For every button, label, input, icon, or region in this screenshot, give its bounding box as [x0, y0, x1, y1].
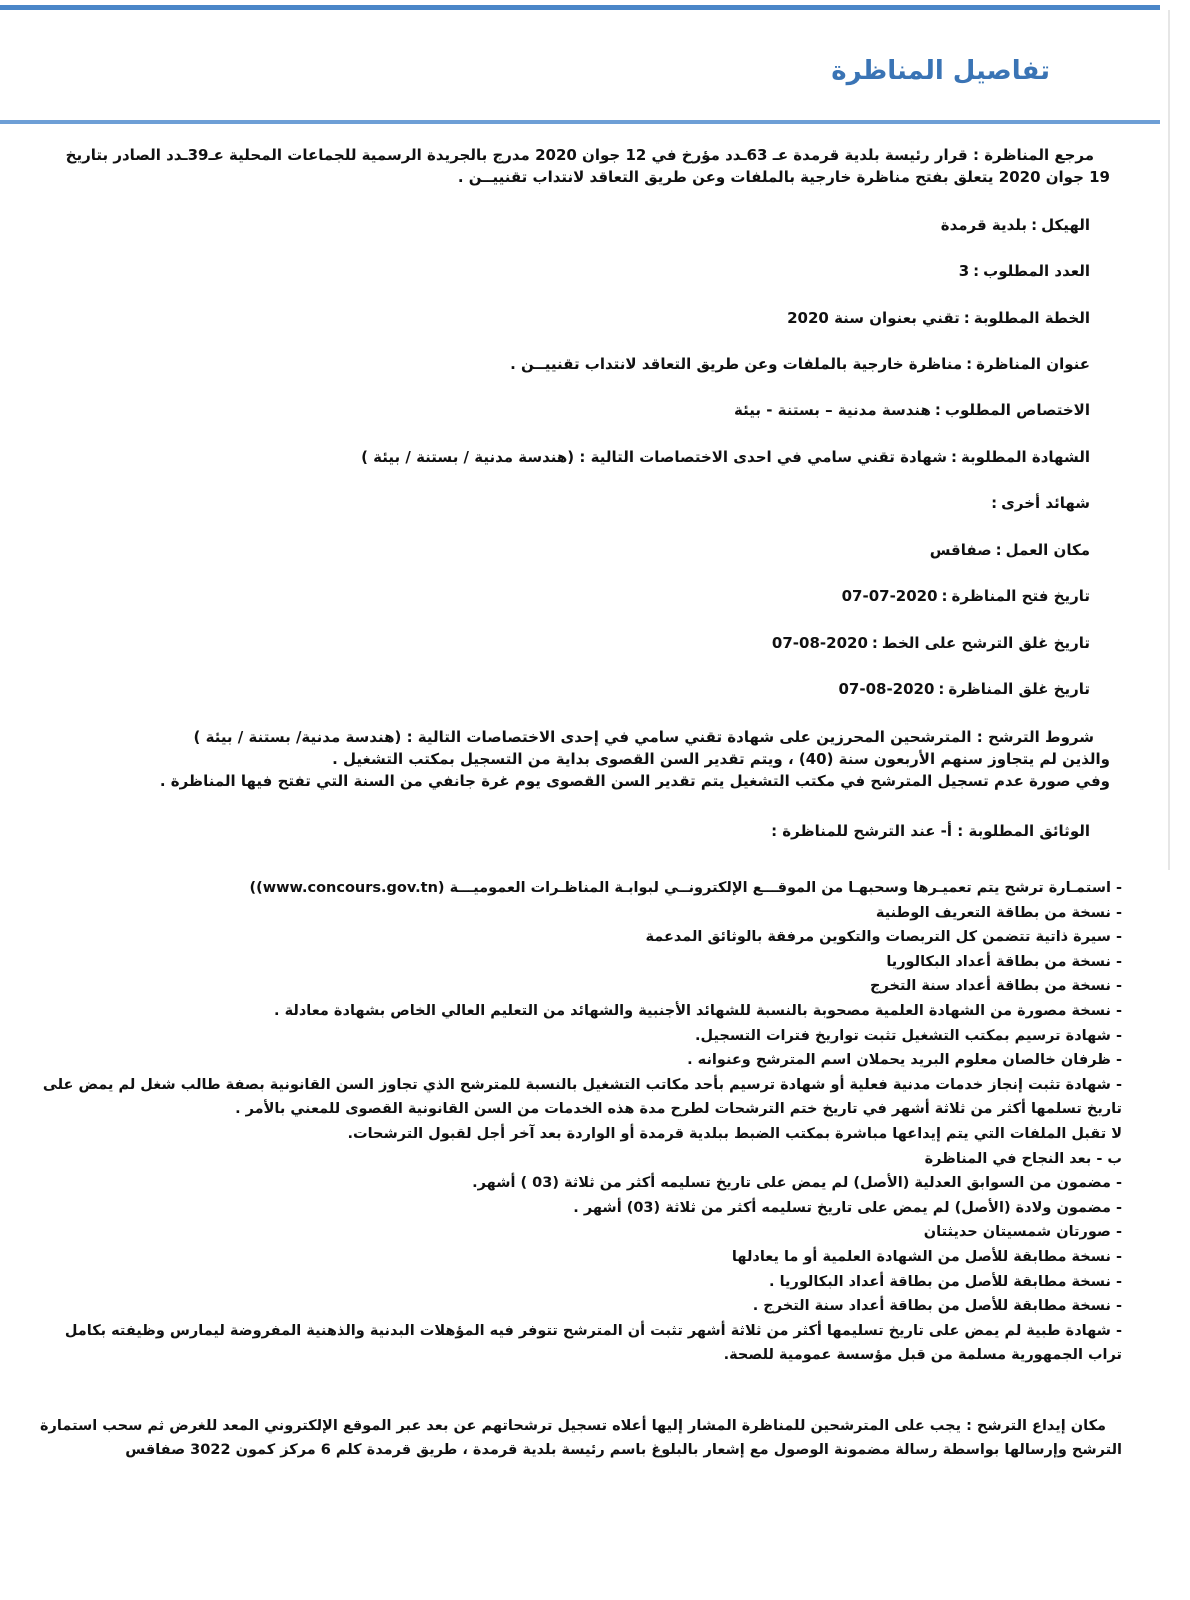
field-value: مناظرة خارجية بالملفات وعن طريق التعاقد لانتداب تقنييــن . [510, 355, 963, 373]
field-other-diplomas: شهائد أخرى: [991, 494, 1090, 512]
list-item: - شهادة طبية لم يمض على تاريخ تسليمها أكثر من ثلاثة أشهر تثبت أن المترشح تتوفر فيه المؤهلات البدنية والذهنية المفروضة ليمارس وظيفته بكامل تراب الجمهورية مسلمة من قبل مؤسسة عمومية للصحة. [64, 1322, 1122, 1364]
field-label: الاختصاص المطلوب [944, 401, 1090, 419]
list-item: - نسخة مطابقة للأصل من بطاقة أعداد البكالوريا . [769, 1273, 1122, 1290]
submission-location [30, 1414, 1122, 1462]
field-structure: الهيكل:بلدية قرمدة [940, 216, 1090, 234]
panel-border [1168, 10, 1170, 870]
field-value: بلدية قرمدة [940, 216, 1028, 234]
field-label: تاريخ غلق المناظرة [948, 680, 1090, 698]
field-label: تاريخ فتح المناظرة [951, 587, 1090, 605]
field-label: تاريخ غلق الترشح على الخط [881, 634, 1090, 652]
documents-heading: الوثائق المطلوبة : أ- عند الترشح للمناظرة : [771, 822, 1090, 840]
list-item: - سيرة ذاتية تتضمن كل التربصات والتكوين مرفقة بالوثائق المدعمة [645, 929, 1122, 946]
field-value: 2020-08-07 [771, 634, 868, 652]
field-label: العدد المطلوب [983, 262, 1090, 280]
field-closing-date: تاريخ غلق المناظرة:2020-08-07 [838, 680, 1090, 698]
field-competition-title: عنوان المناظرة:مناظرة خارجية بالملفات وعن طريق التعاقد لانتداب تقنييــن . [510, 355, 1090, 373]
field-work-location: مكان العمل:صفاقس [929, 541, 1090, 559]
field-label: شهائد أخرى [1001, 494, 1090, 512]
list-item: - نسخة مطابقة للأصل من بطاقة أعداد سنة التخرج . [752, 1298, 1122, 1315]
list-item: - نسخة من بطاقة أعداد سنة التخرج [870, 978, 1122, 995]
field-required-position: الخطة المطلوبة:تقني بعنوان سنة 2020 [787, 309, 1090, 327]
notice-line: لا تقبل الملفات التي يتم إيداعها مباشرة بمكتب الضبط ببلدية قرمدة أو الواردة بعد آخر أجل لقبول الترشحات. [347, 1125, 1122, 1142]
field-required-diploma: الشهادة المطلوبة:شهادة تقني سامي في احدى الاختصاصات التالية : (هندسة مدنية / بستنة / بيئة ) [361, 448, 1090, 466]
conditions-line: والذين لم يتجاوز سنهم الأربعون سنة (40) ، ويتم تقدير السن القصوى بداية من التسجيل بمكتب التشغيل . [332, 750, 1110, 768]
field-value: صفاقس [929, 541, 992, 559]
list-item: - نسخة من بطاقة التعريف الوطنية [875, 904, 1122, 921]
list-item: - نسخة مصورة من الشهادة العلمية مصحوبة بالنسبة للشهائد الأجنبية والشهائد من التعليم العالي الخاص بشهادة معادلة . [274, 1002, 1122, 1019]
list-item: - شهادة ترسيم بمكتب التشغيل تثبت تواريخ فترات التسجيل. [695, 1027, 1122, 1044]
field-value: شهادة تقني سامي في احدى الاختصاصات التالية : (هندسة مدنية / بستنة / بيئة ) [361, 448, 947, 466]
field-required-number: العدد المطلوب:3 [958, 262, 1090, 280]
top-accent-bar [0, 5, 1160, 10]
field-label: الشهادة المطلوبة [960, 448, 1090, 466]
eligibility-conditions [40, 726, 1110, 792]
field-label: الهيكل [1041, 216, 1090, 234]
field-value: هندسة مدنية – بستنة - بيئة [734, 401, 931, 419]
field-value: 3 [958, 262, 970, 280]
list-item: - نسخة مطابقة للأصل من الشهادة العلمية أو ما يعادلها [731, 1248, 1122, 1265]
field-value: تقني بعنوان سنة 2020 [787, 309, 960, 327]
list-item: - استمـارة ترشح يتم تعميـرها وسحبهـا من الموقـــع الإلكترونــي لبوابـة المناظـرات العموميـــة (www.concours.gov.tn)) [249, 880, 1122, 896]
list-item: - مضمون من السوابق العدلية (الأصل) لم يمض على تاريخ تسليمه أكثر من ثلاثة (03 ) أشهر. [472, 1175, 1122, 1192]
submission-text: مكان إيداع الترشح : يجب على المترشحين للمناظرة المشار إليها أعلاه تسجيل ترشحاتهم عن بعد عبر الموقع الإلكتروني المعد للغرض ثم سحب استمارة الترشح وإرسالها بواسطة رسالة مضمونة الوصول مع إشعار بالبلوغ باسم رئيسة بلدية قرمدة ، طريق قرمدة كلم 6 مركز كمون 3022 صفاقس [40, 1418, 1122, 1458]
field-opening-date: تاريخ فتح المناظرة:2020-07-07 [841, 587, 1090, 605]
field-specialty: الاختصاص المطلوب:هندسة مدنية – بستنة - بيئة [734, 401, 1090, 419]
subheading-after-success: ب - بعد النجاح في المناظرة [924, 1150, 1122, 1167]
reference-text: مرجع المناظرة : قرار رئيسة بلدية قرمدة عـ 63ـدد مؤرخ في 12 جوان 2020 مدرج بالجريدة الرسمية للجماعات المحلية عـ39ـدد الصادر بتاريخ 19 جوان 2020 يتعلق بفتح مناظرة خارجية بالملفات وعن طريق التعاقد لانتداب تقنييــن . [65, 146, 1110, 186]
page-title: تفاصيل المناظرة [831, 56, 1050, 86]
conditions-line: وفي صورة عدم تسجيل المترشح في مكتب التشغيل يتم تقدير السن القصوى يوم غرة جانفي من السنة التي تفتح فيها المناظرة . [159, 772, 1110, 790]
list-item: - شهادة تثبت إنجاز خدمات مدنية فعلية أو شهادة ترسيم بأحد مكاتب التشغيل بالنسبة للمترشح الذي تجاوز السن القانونية بصفة طالب شغل لم يمض على تاريخ تسلمها أكثر من ثلاثة أشهر في تاريخ ختم الترشحات لطرح مدة هذه الخدمات من السن القانونية القصوى للمعني بالأمر . [42, 1076, 1122, 1118]
field-online-closing-date: تاريخ غلق الترشح على الخط:2020-08-07 [771, 634, 1090, 652]
list-item: - نسخة من بطاقة أعداد البكالوريا [886, 953, 1122, 970]
conditions-line: شروط الترشح : المترشحين المحرزين على شهادة تقني سامي في إحدى الاختصاصات التالية : (هندسة مدنية/ بستنة / بيئة ) [193, 728, 1094, 746]
field-label: مكان العمل [1005, 541, 1090, 559]
list-item: - صورتان شمسيتان حديثتان [923, 1224, 1122, 1241]
field-label: الخطة المطلوبة [973, 309, 1090, 327]
field-value: 2020-08-07 [838, 680, 935, 698]
field-label: عنوان المناظرة [976, 355, 1090, 373]
field-value: 2020-07-07 [841, 587, 938, 605]
list-item: - مضمون ولادة (الأصل) لم يمض على تاريخ تسليمه أكثر من ثلاثة (03) أشهر . [573, 1199, 1122, 1216]
title-divider [0, 120, 1160, 124]
documents-list [30, 876, 1122, 1368]
list-item: - ظرفان خالصان معلوم البريد يحملان اسم المترشح وعنوانه . [687, 1052, 1122, 1069]
competition-reference [40, 144, 1110, 188]
